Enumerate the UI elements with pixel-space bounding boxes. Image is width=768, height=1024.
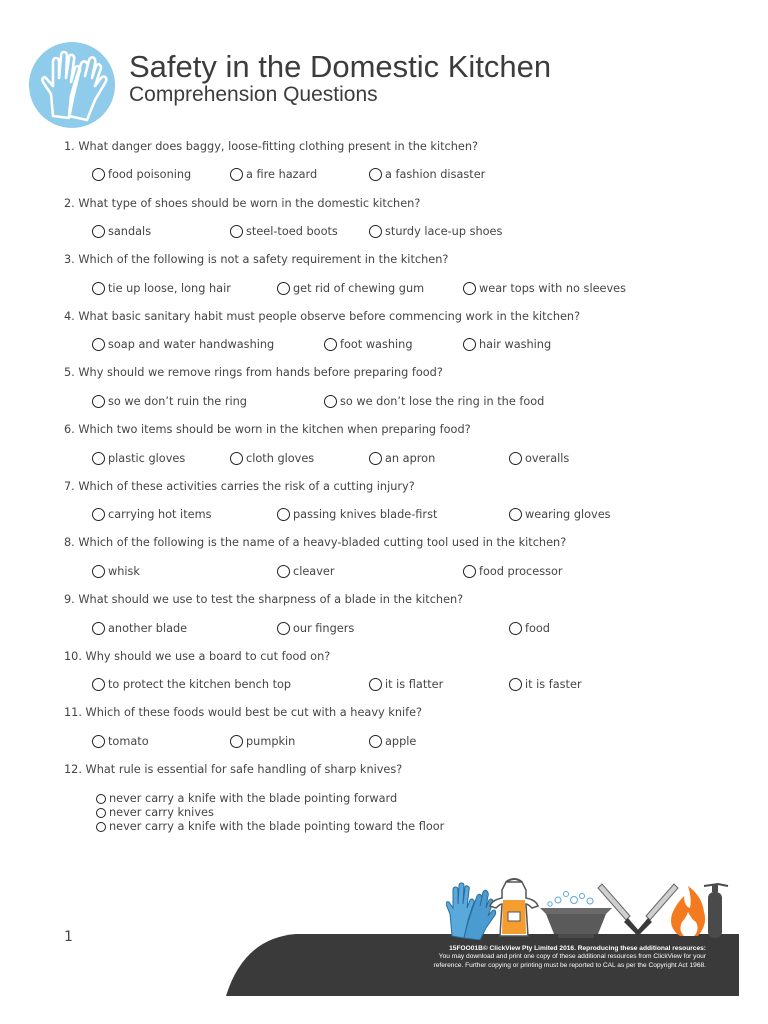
answer-option[interactable] <box>509 678 582 691</box>
question-9: 9. What should we use to test the sharpness of a blade in the kitchen? <box>64 593 464 606</box>
option-label: so we don’t lose the ring in the food <box>340 395 545 408</box>
radio-button[interactable] <box>92 395 105 408</box>
option-label: soap and water handwashing <box>108 338 275 351</box>
option-label: so we don’t ruin the ring <box>108 395 247 408</box>
radio-button[interactable] <box>96 794 106 804</box>
question-3: 3. Which of the following is not a safety requirement in the kitchen? <box>64 253 449 266</box>
radio-button[interactable] <box>277 622 290 635</box>
answer-option[interactable] <box>92 735 149 748</box>
answer-option[interactable] <box>92 508 211 521</box>
option-label: plastic gloves <box>108 452 186 465</box>
answer-option[interactable] <box>277 282 424 295</box>
option-label: overalls <box>525 452 570 465</box>
radio-button[interactable] <box>369 225 382 238</box>
option-label: food poisoning <box>108 168 192 181</box>
radio-button[interactable] <box>463 282 476 295</box>
option-label: whisk <box>108 565 140 578</box>
answer-option[interactable] <box>92 622 187 635</box>
radio-button[interactable] <box>92 338 105 351</box>
answer-option[interactable] <box>463 282 626 295</box>
answer-option[interactable] <box>369 168 485 181</box>
footer-illustration <box>446 878 730 940</box>
radio-button[interactable] <box>96 808 106 818</box>
page-subtitle: Comprehension Questions <box>129 83 378 106</box>
answer-option[interactable] <box>509 508 611 521</box>
question-8: 8. Which of the following is the name of a heavy-bladed cutting tool used in the kitchen? <box>64 536 567 549</box>
answer-option[interactable] <box>230 735 295 748</box>
radio-button[interactable] <box>92 565 105 578</box>
answer-option[interactable] <box>277 622 354 635</box>
question-4: 4. What basic sanitary habit must people observe before commencing work in the kitchen? <box>64 310 581 323</box>
radio-button[interactable] <box>92 225 105 238</box>
answer-option[interactable] <box>230 225 338 238</box>
answer-option[interactable] <box>369 735 416 748</box>
answer-option[interactable] <box>463 338 551 351</box>
question-5: 5. Why should we remove rings from hands before preparing food? <box>64 366 443 379</box>
answer-option[interactable] <box>324 338 413 351</box>
gloves-icon <box>446 883 496 940</box>
answer-option[interactable] <box>92 338 274 351</box>
radio-button[interactable] <box>369 452 382 465</box>
answer-option[interactable] <box>92 678 291 691</box>
radio-button[interactable] <box>509 508 522 521</box>
option-label: steel-toed boots <box>246 225 338 238</box>
fire-icon <box>671 886 705 936</box>
copyright-notice <box>376 945 706 970</box>
option-label: an apron <box>385 452 436 465</box>
option-label: to protect the kitchen bench top <box>108 678 292 691</box>
option-label: a fire hazard <box>246 168 318 181</box>
radio-button[interactable] <box>230 225 243 238</box>
radio-button[interactable] <box>463 565 476 578</box>
answer-option[interactable] <box>96 820 444 833</box>
page-number: 1 <box>64 929 73 945</box>
answer-option[interactable] <box>463 565 563 578</box>
option-label: tomato <box>108 735 149 748</box>
answer-option[interactable] <box>92 282 231 295</box>
answer-option[interactable] <box>509 452 569 465</box>
answer-option[interactable] <box>92 225 151 238</box>
answer-option[interactable] <box>92 395 247 408</box>
question-12: 12. What rule is essential for safe handling of sharp knives? <box>64 763 403 776</box>
option-label: wearing gloves <box>525 508 611 521</box>
question-1: 1. What danger does baggy, loose-fitting clothing present in the kitchen? <box>64 140 479 153</box>
option-label: never carry a knife with the blade pointing toward the floor <box>109 820 445 833</box>
radio-button[interactable] <box>92 678 105 691</box>
option-label: cleaver <box>293 565 335 578</box>
gloves-icon <box>29 42 115 128</box>
copyright-line-2: You may download and print one copy of these additional resources from ClickView for your <box>438 953 706 961</box>
option-label: pumpkin <box>246 735 296 748</box>
answer-option[interactable] <box>369 452 435 465</box>
option-label: never carry a knife with the blade pointing forward <box>109 792 398 805</box>
radio-button[interactable] <box>324 395 337 408</box>
radio-button[interactable] <box>230 452 243 465</box>
option-label: apple <box>385 735 417 748</box>
option-label: it is flatter <box>385 678 444 691</box>
radio-button[interactable] <box>369 735 382 748</box>
question-2: 2. What type of shoes should be worn in the domestic kitchen? <box>64 197 421 210</box>
answer-option[interactable] <box>277 565 335 578</box>
radio-button[interactable] <box>277 508 290 521</box>
answer-option[interactable] <box>96 806 214 819</box>
question-11: 11. Which of these foods would best be cut with a heavy knife? <box>64 706 423 719</box>
radio-button[interactable] <box>509 452 522 465</box>
option-label: sandals <box>108 225 152 238</box>
option-label: food <box>525 622 550 635</box>
radio-button[interactable] <box>509 622 522 635</box>
radio-button[interactable] <box>92 735 105 748</box>
question-7: 7. Which of these activities carries the risk of a cutting injury? <box>64 480 415 493</box>
radio-button[interactable] <box>92 168 105 181</box>
bowl-icon <box>540 892 612 939</box>
radio-button[interactable] <box>92 508 105 521</box>
option-label: passing knives blade-first <box>293 508 438 521</box>
answer-option[interactable] <box>369 225 502 238</box>
radio-button[interactable] <box>369 678 382 691</box>
option-label: foot washing <box>340 338 413 351</box>
answer-option[interactable] <box>230 452 314 465</box>
radio-button[interactable] <box>230 168 243 181</box>
option-label: tie up loose, long hair <box>108 282 231 295</box>
copyright-line-3: reference. Further copying or printing must be reported to CAL as per the Copyright Act 1968. <box>433 961 706 969</box>
radio-button[interactable] <box>277 282 290 295</box>
copyright-line-1: 15FOO01B© ClickView Pty Limited 2016. Reproducing these additional resources: <box>449 945 706 952</box>
radio-button[interactable] <box>92 282 105 295</box>
answer-option[interactable] <box>230 168 317 181</box>
page-title: Safety in the Domestic Kitchen <box>129 49 552 84</box>
option-label: sturdy lace-up shoes <box>385 225 503 238</box>
radio-button[interactable] <box>509 678 522 691</box>
option-label: never carry knives <box>109 806 214 819</box>
radio-button[interactable] <box>92 452 105 465</box>
option-label: food processor <box>479 565 563 578</box>
logo-circle <box>29 42 115 128</box>
answer-option[interactable] <box>92 565 140 578</box>
question-10: 10. Why should we use a board to cut food on? <box>64 650 331 663</box>
radio-button[interactable] <box>96 822 106 832</box>
question-6: 6. Which two items should be worn in the kitchen when preparing food? <box>64 423 471 436</box>
option-label: get rid of chewing gum <box>293 282 425 295</box>
answer-option[interactable] <box>92 168 191 181</box>
option-label: wear tops with no sleeves <box>479 282 627 295</box>
answer-option[interactable] <box>92 452 185 465</box>
answer-option[interactable] <box>324 395 544 408</box>
radio-button[interactable] <box>277 565 290 578</box>
answer-option[interactable] <box>277 508 437 521</box>
answer-option[interactable] <box>96 792 397 805</box>
answer-option[interactable] <box>509 622 550 635</box>
option-label: another blade <box>108 622 188 635</box>
option-label: a fashion disaster <box>385 168 486 181</box>
radio-button[interactable] <box>230 735 243 748</box>
option-label: cloth gloves <box>246 452 315 465</box>
radio-button[interactable] <box>324 338 337 351</box>
radio-button[interactable] <box>92 622 105 635</box>
option-label: it is faster <box>525 678 582 691</box>
radio-button[interactable] <box>463 338 476 351</box>
radio-button[interactable] <box>369 168 382 181</box>
answer-option[interactable] <box>369 678 443 691</box>
apron-icon <box>490 879 538 936</box>
option-label: hair washing <box>479 338 552 351</box>
option-label: our fingers <box>293 622 355 635</box>
extinguisher-icon <box>704 884 728 938</box>
option-label: carrying hot items <box>108 508 212 521</box>
